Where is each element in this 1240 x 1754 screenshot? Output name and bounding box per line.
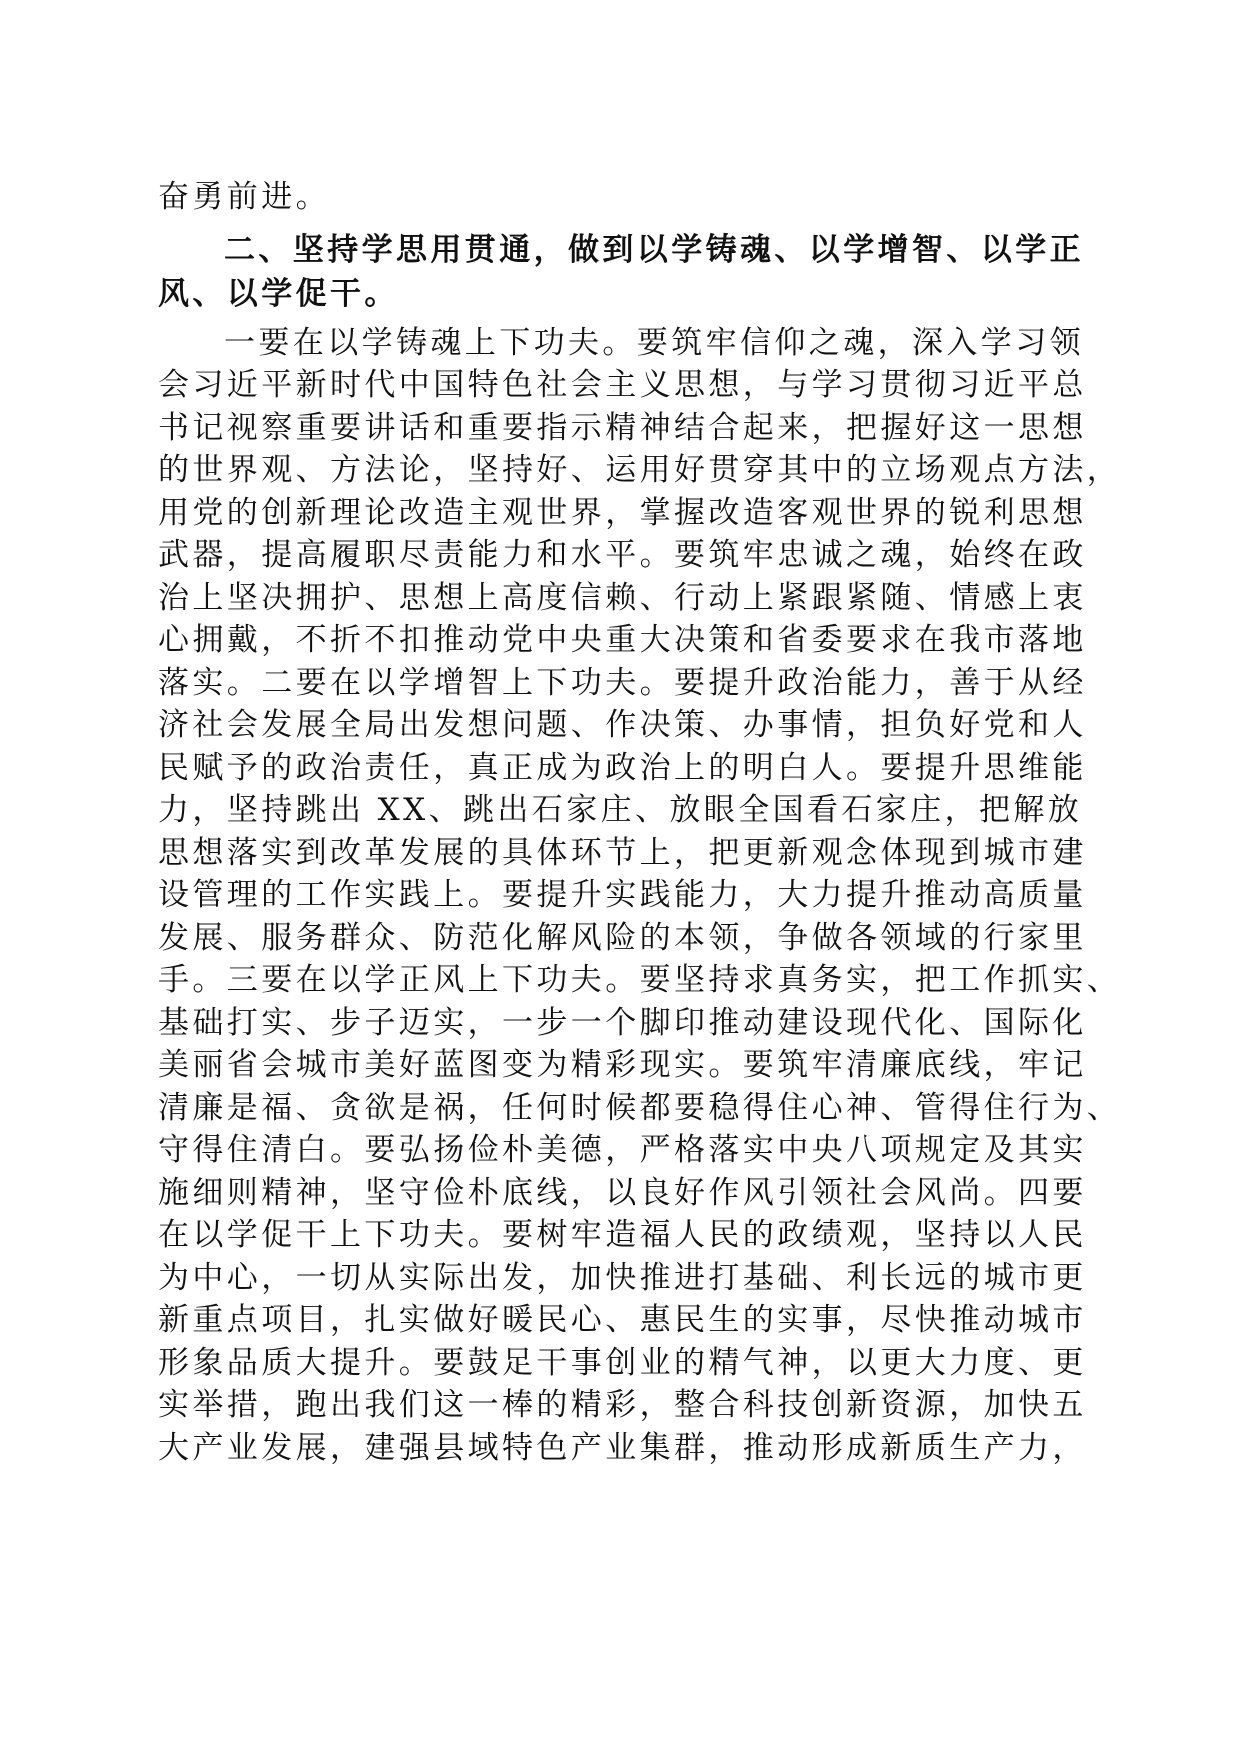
body-line: 民赋予的政治责任，真正成为政治上的明白人。要提升思维能 bbox=[158, 749, 1087, 786]
body-line: 力，坚持跳出 XX、跳出石家庄、放眼全国看石家庄，把解放 bbox=[158, 792, 1083, 828]
body-line: 为中心，一切从实际出发，加快推进打基础、利长远的城市更 bbox=[158, 1259, 1087, 1296]
continuation-line: 奋勇前进。 bbox=[158, 179, 330, 215]
body-line: 武器，提高履职尽责能力和水平。要筑牢忠诚之魂，始终在政 bbox=[158, 537, 1087, 573]
body-line: 发展、服务群众、防范化解风险的本领，争做各领域的行家里 bbox=[158, 919, 1087, 956]
body-line: 在以学促干上下功夫。要树牢造福人民的政绩观，坚持以人民 bbox=[158, 1217, 1087, 1253]
document-body bbox=[158, 176, 1122, 1469]
body-line: 一要在以学铸魂上下功夫。要筑牢信仰之魂，深入学习领 bbox=[224, 324, 1084, 361]
body-line: 的世界观、方法论，坚持好、运用好贯穿其中的立场观点方法， bbox=[158, 452, 1122, 488]
body-line: 思想落实到改革发展的具体环节上，把更新观念体现到城市建 bbox=[158, 834, 1087, 871]
body-line: 形象品质大提升。要鼓足干事创业的精气神，以更大力度、更 bbox=[158, 1344, 1087, 1381]
body-line: 落实。二要在以学增智上下功夫。要提升政治能力，善于从经 bbox=[158, 664, 1087, 701]
body-line: 清廉是福、贪欲是祸，任何时候都要稳得住心神、管得住行为、 bbox=[158, 1089, 1122, 1126]
body-line: 新重点项目，扎实做好暖民心、惠民生的实事，尽快推动城市 bbox=[158, 1302, 1087, 1338]
body-line: 守得住清白。要弘扬俭朴美德，严格落实中央八项规定及其实 bbox=[158, 1132, 1087, 1168]
body-line: 手。三要在以学正风上下功夫。要坚持求真务实，把工作抓实、 bbox=[158, 962, 1122, 998]
body-line: 美丽省会城市美好蓝图变为精彩现实。要筑牢清廉底线，牢记 bbox=[158, 1047, 1087, 1083]
body-line: 设管理的工作实践上。要提升实践能力，大力提升推动高质量 bbox=[158, 877, 1087, 913]
body-paragraph bbox=[158, 322, 1122, 1470]
body-line: 济社会发展全局出发想问题、作决策、办事情，担负好党和人 bbox=[158, 707, 1087, 743]
body-line: 书记视察重要讲话和重要指示精神结合起来，把握好这一思想 bbox=[158, 409, 1087, 446]
body-line: 用党的创新理论改造主观世界，掌握改造客观世界的锐利思想 bbox=[158, 494, 1087, 531]
section-heading-line-2: 风、以学促干。 bbox=[158, 275, 399, 312]
body-line: 会习近平新时代中国特色社会主义思想，与学习贯彻习近平总 bbox=[158, 367, 1087, 403]
section-heading bbox=[158, 228, 1088, 316]
body-line: 实举措，跑出我们这一棒的精彩，整合科技创新资源，加快五 bbox=[158, 1387, 1087, 1423]
section-heading-line-1: 二、坚持学思用贯通，做到以学铸魂、以学增智、以学正 bbox=[224, 231, 1084, 268]
body-line: 治上坚决拥护、思想上高度信赖、行动上紧跟紧随、情感上衷 bbox=[158, 579, 1087, 616]
body-line: 大产业发展，建强县域特色产业集群，推动形成新质生产力， bbox=[158, 1429, 1087, 1466]
body-line: 心拥戴，不折不扣推动党中央重大决策和省委要求在我市落地 bbox=[158, 622, 1087, 658]
body-line: 施细则精神，坚守俭朴底线，以良好作风引领社会风尚。四要 bbox=[158, 1174, 1087, 1211]
body-line: 基础打实、步子迈实，一步一个脚印推动建设现代化、国际化 bbox=[158, 1004, 1087, 1041]
